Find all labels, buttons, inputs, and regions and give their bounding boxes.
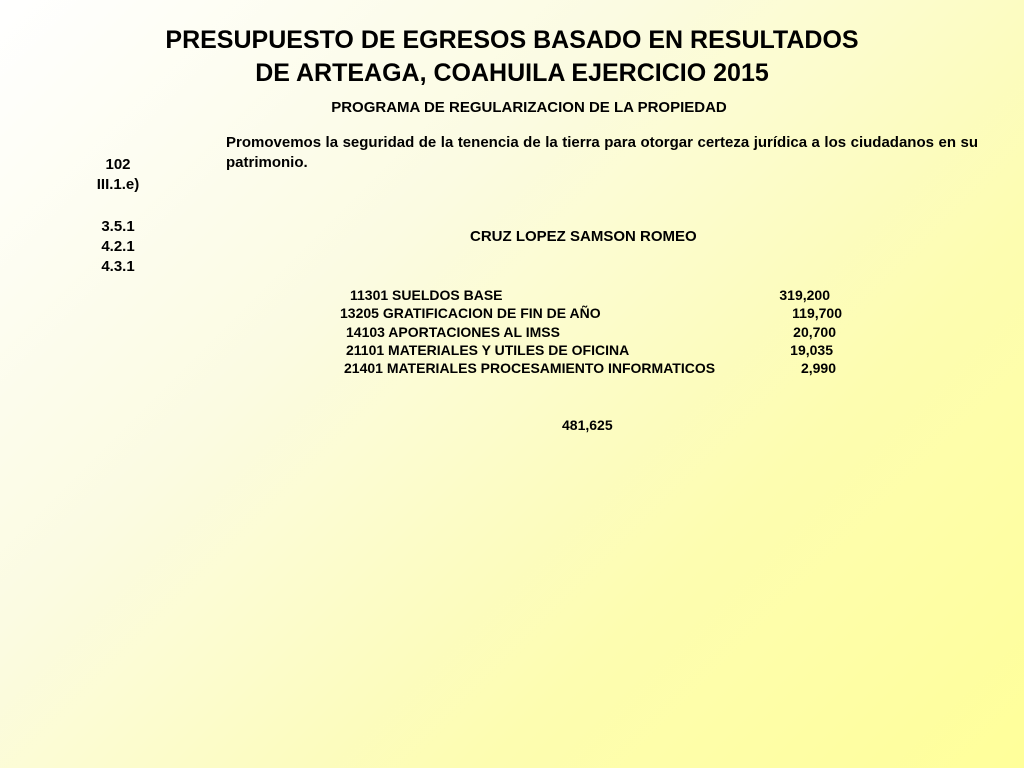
budget-item-amount: 19,035 (790, 342, 833, 358)
alignment-code: 3.5.1 (101, 218, 135, 235)
budget-item-concept: 11301 SUELDOS BASE (350, 287, 503, 303)
budget-item-concept: 14103 APORTACIONES AL IMSS (346, 324, 560, 340)
document-title (0, 24, 1024, 90)
budget-item-amount: 119,700 (792, 305, 842, 321)
budget-total: 481,625 (562, 417, 613, 433)
alignment-codes (72, 217, 164, 277)
program-codes (72, 155, 164, 195)
program-description: Promovemos la seguridad de la tenencia de la tierra para otorgar certeza jurídica a los ciudadanos en su patrimonio. (226, 134, 978, 171)
budget-item-concept: 13205 GRATIFICACION DE FIN DE AÑO (340, 305, 601, 321)
budget-item-concept: 21401 MATERIALES PROCESAMIENTO INFORMATICOS (344, 360, 716, 376)
budget-item-amount: 20,700 (793, 324, 836, 340)
alignment-code: 4.2.1 (101, 238, 135, 255)
budget-item-amount: 2,990 (800, 360, 836, 376)
budget-item-amount: 319,200 (779, 287, 830, 303)
responsible-name: CRUZ LOPEZ SAMSON ROMEO (470, 228, 697, 245)
program-name: PROGRAMA DE REGULARIZACION DE LA PROPIEDAD (331, 99, 727, 116)
title-line-1: PRESUPUESTO DE EGRESOS BASADO EN RESULTADOS (165, 26, 859, 54)
title-line-2: DE ARTEAGA, COAHUILA EJERCICIO 2015 (255, 59, 769, 87)
program-code: III.1.e) (96, 176, 140, 193)
program-code: 102 (105, 156, 131, 173)
budget-item-concept: 21101 MATERIALES Y UTILES DE OFICINA (346, 342, 630, 358)
alignment-code: 4.3.1 (101, 258, 135, 275)
